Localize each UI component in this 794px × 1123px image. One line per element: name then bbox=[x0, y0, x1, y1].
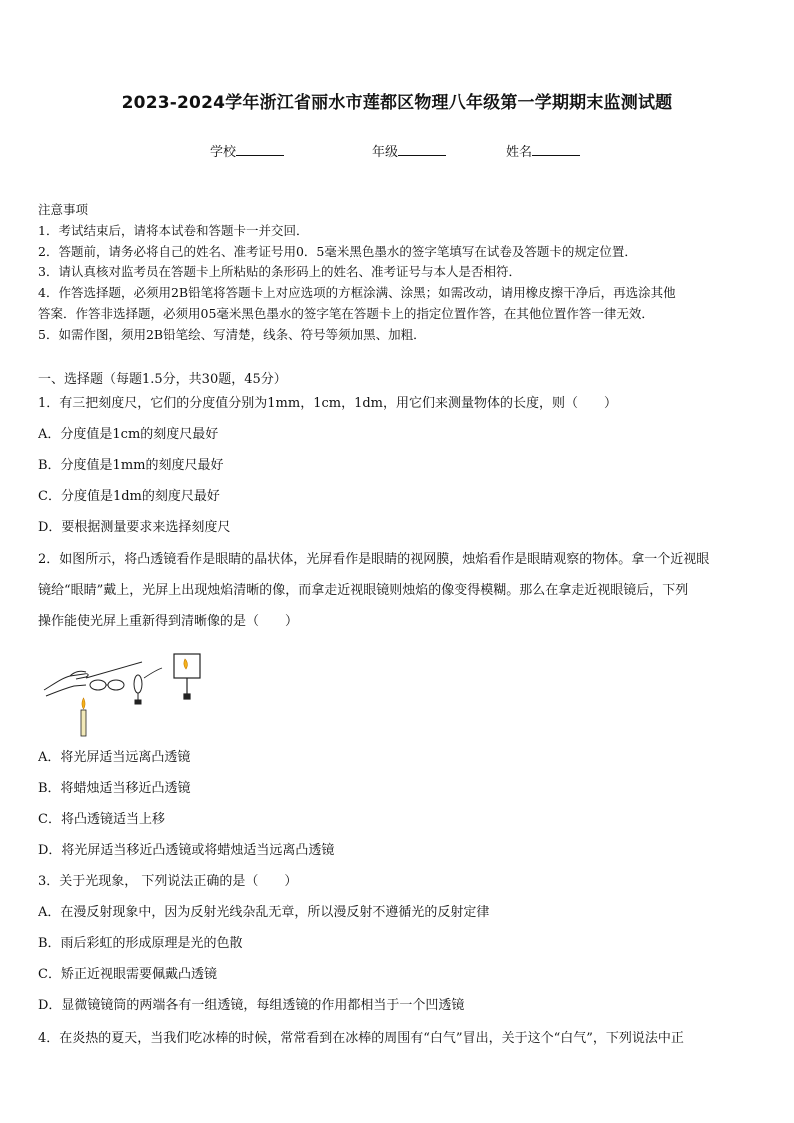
section-heading: 一、选择题（每题1.5分，共30题，45分） bbox=[38, 372, 287, 387]
option-c: C．分度值是1dm的刻度尺最好 bbox=[38, 489, 220, 504]
option-b: B．将蜡烛适当移近凸透镜 bbox=[38, 781, 191, 796]
notice-item: 5．如需作图，须用2B铅笔绘、写清楚，线条、符号等须加黑、加粗． bbox=[38, 326, 426, 342]
school-label: 学校 bbox=[210, 145, 237, 160]
grade-label: 年级 bbox=[372, 145, 399, 160]
name-label: 姓名 bbox=[506, 145, 533, 160]
notice-block bbox=[38, 200, 758, 346]
option-d: D．显微镜镜筒的两端各有一组透镜，每组透镜的作用都相当于一个凹透镜 bbox=[38, 998, 465, 1013]
option-a: A．在漫反射现象中，因为反射光线杂乱无章，所以漫反射不遵循光的反射定律 bbox=[38, 905, 490, 920]
grade-field bbox=[372, 141, 446, 160]
question-2 bbox=[38, 544, 758, 637]
option-b: B．雨后彩虹的形成原理是光的色散 bbox=[38, 936, 243, 951]
school-field bbox=[210, 141, 284, 160]
option-d: D．要根据测量要求来选择刻度尺 bbox=[38, 520, 231, 535]
candle-icon bbox=[81, 698, 86, 736]
name-field bbox=[506, 141, 580, 160]
question-2-options bbox=[38, 742, 758, 866]
grade-blank bbox=[398, 143, 446, 156]
question-stem: 操作能使光屏上重新得到清晰像的是（ ） bbox=[38, 614, 299, 629]
option-a: A．分度值是1cm的刻度尺最好 bbox=[38, 427, 219, 442]
option-c: C．矫正近视眼需要佩戴凸透镜 bbox=[38, 967, 217, 982]
name-blank bbox=[532, 143, 580, 156]
question-stem: 镜给“眼睛”戴上，光屏上出现烛焰清晰的像，而拿走近视眼镜则烛焰的像变得模糊。那么在拿走近视眼镜后，下列 bbox=[38, 583, 689, 598]
question-stem: 4．在炎热的夏天，当我们吃冰棒的时候，常常看到在冰棒的周围有“白气”冒出，关于这个“白气”，下列说法中正 bbox=[38, 1031, 684, 1046]
hand-with-glasses-illustration bbox=[44, 662, 142, 696]
question-3 bbox=[38, 866, 758, 1021]
convex-lens-icon bbox=[134, 675, 142, 704]
light-path-line bbox=[144, 668, 162, 678]
option-c: C．将凸透镜适当上移 bbox=[38, 812, 165, 827]
lens-experiment-figure bbox=[40, 648, 220, 738]
light-screen-icon bbox=[174, 654, 200, 699]
question-stem: 2．如图所示，将凸透镜看作是眼睛的晶状体，光屏看作是眼睛的视网膜，烛焰看作是眼睛观察的物体。拿一个近视眼 bbox=[38, 552, 710, 567]
option-b: B．分度值是1mm的刻度尺最好 bbox=[38, 458, 224, 473]
option-d: D．将光屏适当移近凸透镜或将蜡烛适当远离凸透镜 bbox=[38, 843, 335, 858]
notice-heading: 注意事项 bbox=[38, 202, 89, 217]
notice-item: 答案．作答非选择题，必须用05毫米黑色墨水的签字笔在答题卡上的指定位置作答，在其他位置作答一律无效． bbox=[38, 305, 654, 321]
notice-item: 1．考试结束后，请将本试卷和答题卡一并交回． bbox=[38, 222, 309, 238]
question-stem: 1．有三把刻度尺，它们的分度值分别为1mm，1cm，1dm，用它们来测量物体的长度，则（ ） bbox=[38, 396, 617, 411]
question-stem: 3．关于光现象， 下列说法正确的是（ ） bbox=[38, 874, 298, 889]
question-1 bbox=[38, 388, 758, 543]
option-a: A．将光屏适当远离凸透镜 bbox=[38, 750, 191, 765]
page-title: 2023-2024学年浙江省丽水市莲都区物理八年级第一学期期末监测试题 bbox=[121, 93, 673, 113]
notice-item: 3．请认真核对监考员在答题卡上所粘贴的条形码上的姓名、准考证号与本人是否相符． bbox=[38, 264, 521, 280]
notice-item: 4．作答选择题，必须用2B铅笔将答题卡上对应选项的方框涂满、涂黑；如需改动，请用橡皮擦干净后，再选涂其他 bbox=[38, 285, 676, 301]
question-4 bbox=[38, 1023, 758, 1054]
school-blank bbox=[236, 143, 284, 156]
notice-item: 2．答题前，请务必将自己的姓名、准考证号用0．5毫米黑色墨水的签字笔填写在试卷及答题卡的规定位置． bbox=[38, 243, 637, 259]
